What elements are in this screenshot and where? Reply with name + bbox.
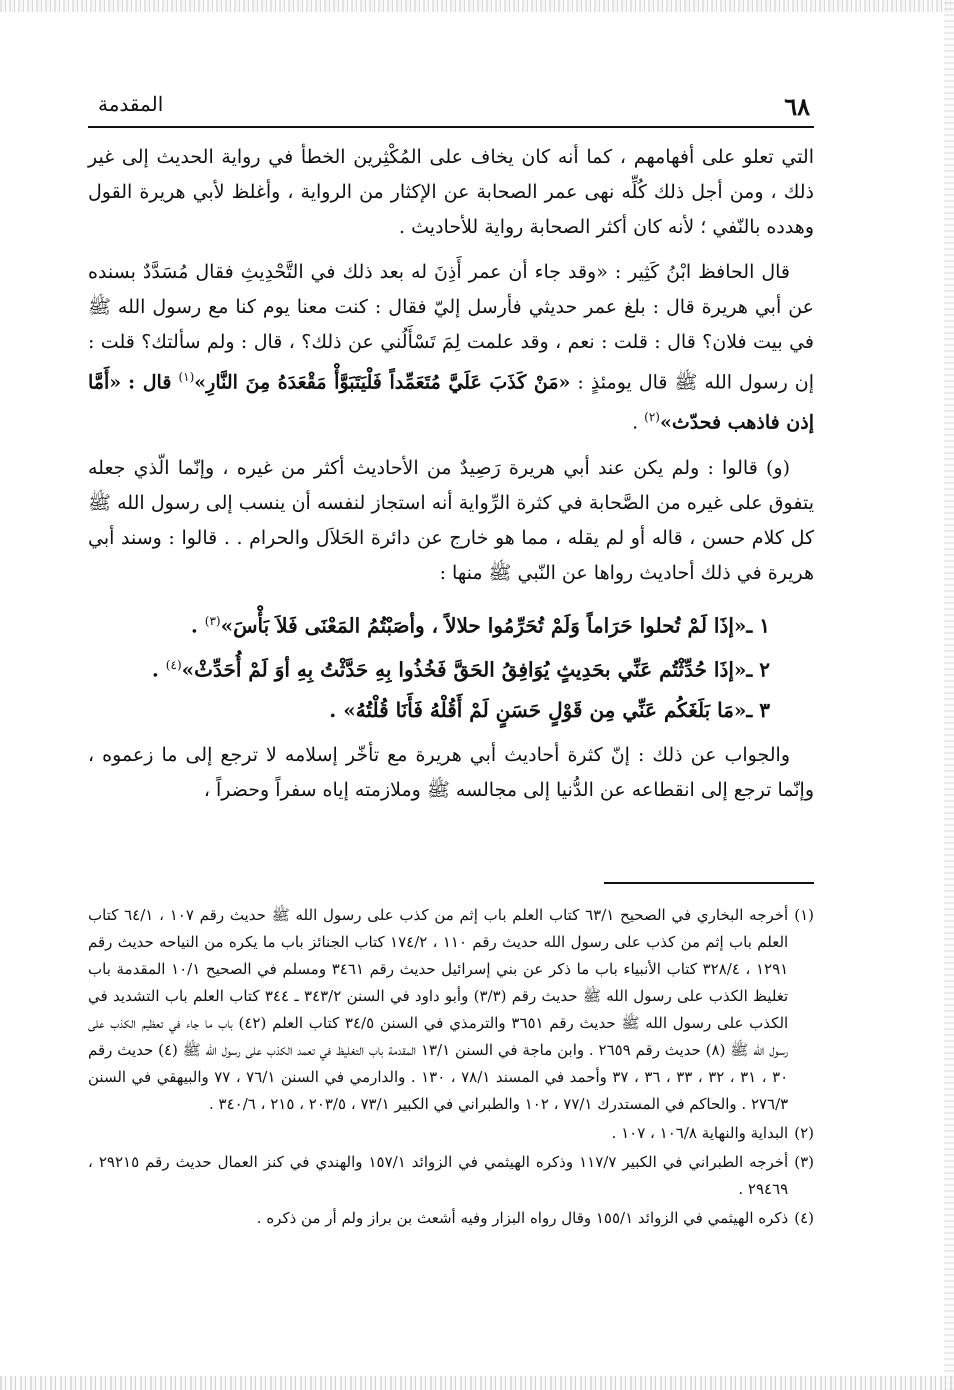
scan-edge-bottom [0, 1376, 954, 1390]
footnote-number: (٣) [794, 1153, 814, 1171]
list-item-text: «مَا بَلَغَكُم عَنِّي مِن قَوْلٍ حَسَنٍ لَمْ أَقُلْهُ فَأَنَا قُلْتُهُ» [343, 697, 747, 722]
main-text [88, 140, 814, 818]
page-number: ٦٨ [784, 92, 810, 121]
paragraph-1: التي تعلو على أفهامهم ، كما أنه كان يخاف على المُكْثِرين الخطأ في رواية الحديث إلى غير ذلك ، ومن أجل ذلك كُلِّه نهى عمر الصحابة عن الإكثار من الرواية ، وأغلظ لأبي هريرة القول وهدده بالنّفي ؛ لأنه كان أكثر الصحابة رواية للأحاديث . [88, 146, 814, 238]
hadith-quote-1: «مَنْ كَذَبَ عَلَيَّ مُتَعَمِّداً فَلْيَتَبَوَّأْ مَقْعَدَهُ مِنَ النَّارِ» [194, 371, 571, 394]
footnote [88, 1149, 814, 1203]
footnote-number: (١) [794, 906, 814, 924]
paragraph-2-text-a: قال الحافظ ابْنُ كَثِير : «وقد جاء أن عمر أَذِنَ له بعد ذلك في التَّحْدِيثِ فقال مُسَدَّدٌ بسنده عن أبي هريرة قال : بلغ عمر حديثي فأرسل إليّ فقال : كنت معنا يوم كنا مع رسول الله ﷺ في بيت فلان؟ قال : قلت : نعم ، وقد علمت لِمَ تَسْأَلُني عن ذلك؟ ، قال : ولم سألتك؟ قلت : إن رسول الله ﷺ قال يومئذٍ : [88, 261, 814, 394]
footnote-ref-3: (٣) [204, 613, 221, 628]
hadith-quote-2: «أَمَّا إذن فاذهب فحدّث» [88, 371, 814, 434]
page-header [88, 82, 814, 128]
footnote-number: (٤) [794, 1209, 814, 1227]
paragraph-4: والجواب عن ذلك : إنّ كثرة أحاديث أبي هريرة مع تأخّر إسلامه لا ترجع إلى ما زعموه ، وإنّما ترجع إلى انقطاعه عن الدُّنيا إلى مجالسه ﷺ وملازمته إياه سفراً وحضراً ، [88, 743, 814, 801]
list-item: ١ ـ«إذَا لَمْ تُحلوا حَرَاماً وَلَمْ تُحَرِّمُوا حلالاً ، وأصَبْتُمُ المَعْنَى فَلاَ بَأْسَ»$^{(٣)}$ . [190, 613, 770, 638]
running-title: المقدمة [98, 92, 164, 116]
footnote [88, 902, 814, 1118]
footnote [88, 1205, 814, 1232]
footnote-text: ذكره الهيثمي في الزوائد ١٥٥/١ وقال رواه البزار وفيه أشعث بن براز ولم أر من ذكره . [256, 1209, 789, 1227]
scan-edge-top [0, 0, 954, 12]
scan-edge-right [944, 0, 954, 1390]
footnotes [88, 902, 814, 1234]
footnote-separator [604, 882, 814, 884]
list-item-number: ٢ ـ [746, 657, 770, 682]
footnote [88, 1120, 814, 1147]
paragraph-3: (و) قالوا : ولم يكن عند أبي هريرة رَصِيدٌ من الأحاديث أكثر من غيره ، وإنّما الّذي جعله يتفوق على غيره من الصَّحابة في كثرة الرِّواية أنه استجاز لنفسه أن ينسب إلى رسول الله ﷺ كل كلام حسن ، قاله أو لم يقله ، مما هو خارج عن دائرة الحَلاَل والحرام . . قالوا : وسند أبي هريرة في ذلك أحاديث رواها عن النّبي ﷺ منها : [88, 456, 814, 584]
paragraph-2: قال الحافظ ابْنُ كَثِير : «وقد جاء أن عمر أَذِنَ له بعد ذلك في التَّحْدِيثِ فقال مُسَدَّدٌ بسنده عن أبي هريرة قال : بلغ عمر حديثي فأرسل إليّ فقال : كنت معنا يوم كنا مع رسول الله ﷺ في بيت فلان؟ قال : قلت : نعم ، وقد علمت لِمَ تَسْأَلُني عن ذلك؟ ، قال : ولم سألتك؟ قلت : إن رسول الله ﷺ قال يومئذٍ : «مَنْ كَذَبَ عَلَيَّ مُتَعَمِّداً فَلْيَتَبَوَّأْ مَقْعَدَهُ مِنَ النَّارِ»$^{(١)}$ قال : «أَمَّا إذن فاذهب فحدّث»$^{(٢)}$ . [88, 261, 814, 434]
footnote-text: أخرجه الطبراني في الكبير ١١٧/٧ وذكره الهيثمي في الزوائد ١٥٧/١ والهندي في كنز العمال حديث رقم ٢٩٢١٥ ، ٢٩٤٦٩ . [88, 1153, 789, 1198]
footnote-number: (٢) [794, 1124, 814, 1142]
list-item-text: «إذَا حُدِّثْتُم عَنِّي بحَدِيثٍ يُوَافِقُ الحَقَّ فَخُذُوا بِهِ حَدَّثْتُ بِهِ أوَ لَمْ أُحَدِّثْ» [181, 657, 747, 682]
list-item: ٢ ـ«إذَا حُدِّثْتُم عَنِّي بحَدِيثٍ يُوَافِقُ الحَقَّ فَخُذُوا بِهِ حَدَّثْتُ بِهِ أوَ لَمْ أُحَدِّثْ»$^{(٤)}$ . [151, 657, 770, 682]
book-page [88, 82, 814, 1372]
footnote-text: البداية والنهاية ١٠٦/٨ ، ١٠٧ . [611, 1124, 789, 1142]
paragraph-2-text-b: قال : [128, 371, 172, 394]
footnote-ref-4: (٤) [165, 658, 182, 673]
footnote-text: أخرجه البخاري في الصحيح ٦٣/١ كتاب العلم باب إثم من كذب على رسول الله ﷺ حديث رقم ١٠٧ ، ٦٤/١ كتاب العلم باب إثم من كذب على رسول الله حديث رقم ١١٠ ، ١٧٤/٢ كتاب الجنائز باب ما يكره من النياحه حديث رقم ١٢٩١ ، ٣٢٨/٤ كتاب الأنبياء باب ما ذكر عن بني إسرائيل حديث رقم ٣٤٦١ ومسلم في الصحيح ١٠/١ المقدمة باب تغليظ الكذب على رسول الله ﷺ حديث رقم (٣/٣) وأبو داود في السنن ٣٤٣/٢ ـ ٣٤٤ كتاب العلم باب التشديد في الكذب على رسول الله ﷺ حديث رقم ٣٦٥١ والترمذي في السنن ٣٤/٥ كتاب العلم (٤٢) باب ما جاء في تعظيم الكذب على رسول الله ﷺ (٨) حديث رقم ٢٦٥٩ . وابن ماجة في السنن ١٣/١ المقدمة باب التغليظ في تعمد الكذب على رسول الله ﷺ (٤) حديث رقم ٣٠ ، ٣١ ، ٣٢ ، ٣٣ ، ٣٦ ، ٣٧ وأحمد في المسند ٧٨/١ ، ١٣٠ . والدارمي في السنن ٧٦/١ ، ٧٧ والبيهقي في السنن ٢٧٦/٣ . والحاكم في المستدرك ٧٧/١ ، ١٠٢ والطبراني في الكبير ٧٣/١ ، ٢٠٣/٥ ، ٢١٥ ، ٣٤٠/٦ . [88, 906, 789, 1113]
list-item-number: ٣ ـ [746, 697, 770, 722]
list-item-text: «إذَا لَمْ تُحلوا حَرَاماً وَلَمْ تُحَرِّمُوا حلالاً ، وأصَبْتُمُ المَعْنَى فَلاَ بَأْسَ» [220, 613, 747, 638]
footnote-ref-1: (١) [178, 370, 195, 384]
list-item: ٣ ـ«مَا بَلَغَكُم عَنِّي مِن قَوْلٍ حَسَنٍ لَمْ أَقُلْهُ فَأَنَا قُلْتُهُ» . [329, 697, 770, 722]
list-item-number: ١ ـ [746, 613, 770, 638]
footnote-ref-2: (٢) [644, 410, 660, 425]
